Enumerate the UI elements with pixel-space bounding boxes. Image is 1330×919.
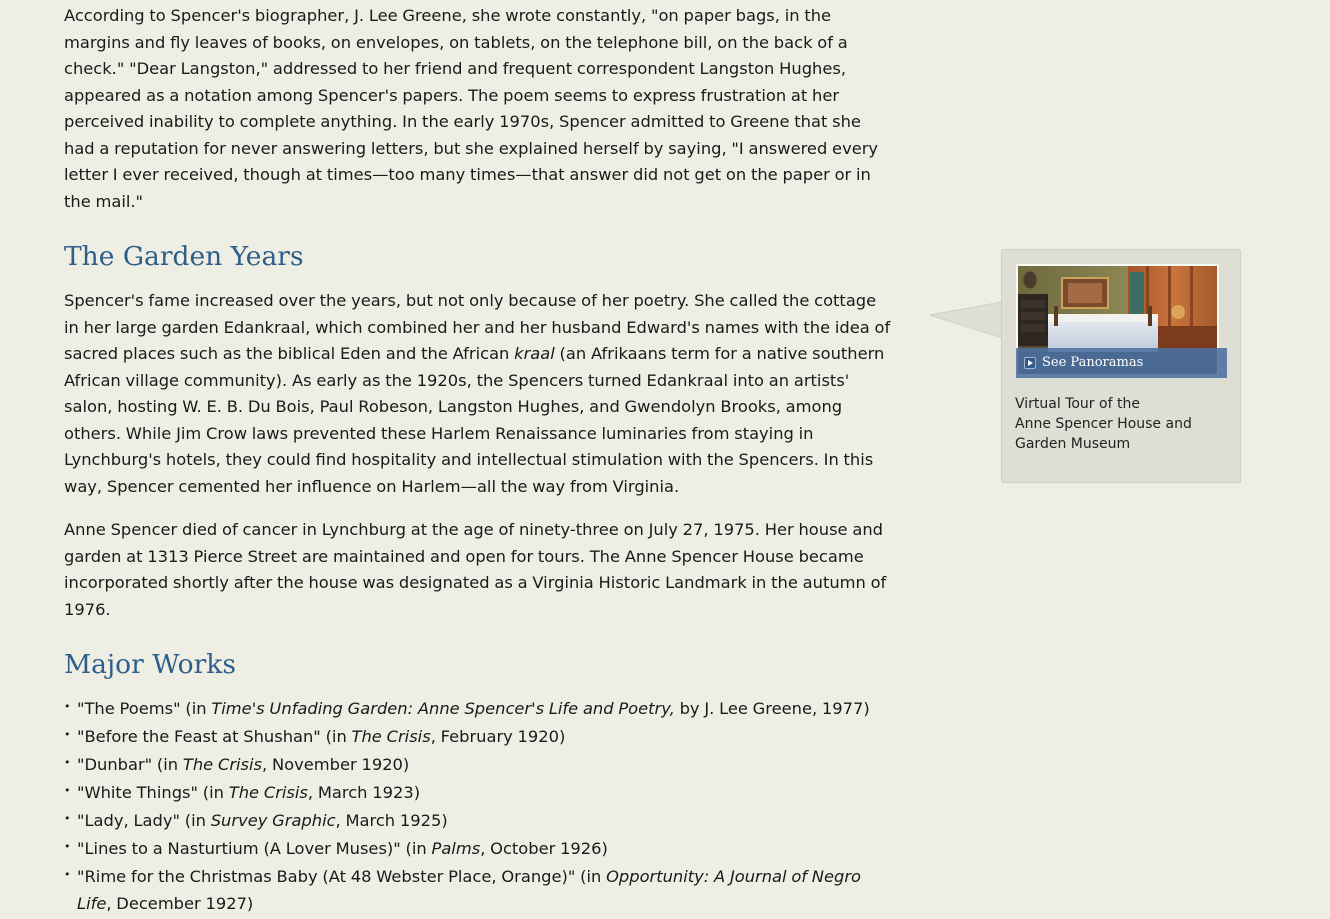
list-item xyxy=(64,836,894,863)
callout-pointer xyxy=(930,300,1002,340)
garden-paragraph-2: Anne Spencer died of cancer in Lynchburg at the age of ninety-three on July 27, 1975. Her house and garden at 1313 Pierce Street are maintained and open for tours. The Anne Spencer House became incorporated shortly after the house was designated as a Virginia Historic Landmark in the autumn of 1976. xyxy=(64,520,887,619)
bullet-icon: • xyxy=(64,728,71,741)
work-publication: Palms xyxy=(431,839,481,858)
work-text-pre: "Dunbar" (in xyxy=(77,755,183,774)
work-publication: Survey Graphic xyxy=(210,811,336,830)
work-text-pre: "White Things" (in xyxy=(77,783,229,802)
intro-paragraph: According to Spencer's biographer, J. Lee Greene, she wrote constantly, "on paper bags, in the margins and fly leaves of books, on envelopes, on tablets, on the telephone bill, on the back of a check." "Dear Langston," addressed to her friend and frequent correspondent Langston Hughes, appeared as a notation among Spencer's papers. The poem seems to express frustration at her perceived inability to complete anything. In the early 1970s, Spencer admitted to Greene that she had a reputation for never answering letters, but she explained herself by saying, "I answered every letter I ever received, though at times—too many times—that answer did not get on the paper or in the mail." xyxy=(64,6,879,211)
garden-paragraph-1-part-1: Spencer's fame increased over the years, but not only because of her poetry. She called the cottage in her large garden Edankraal, which combined her and her husband Edward's names with the idea of sacred places such as the biblical Eden and the African xyxy=(64,291,891,363)
work-text-pre: "Before the Feast at Shushan" (in xyxy=(77,727,352,746)
work-text-pre: "Rime for the Christmas Baby (At 48 Webster Place, Orange)" (in xyxy=(77,867,607,886)
list-item xyxy=(64,724,894,751)
work-text-post: , October 1926) xyxy=(480,839,608,858)
see-panoramas-button[interactable] xyxy=(1016,348,1227,378)
see-panoramas-link[interactable] xyxy=(1016,264,1219,380)
garden-paragraph-1 xyxy=(64,288,894,500)
bullet-icon: • xyxy=(64,784,71,797)
bullet-icon: • xyxy=(64,840,71,853)
work-publication: The Crisis xyxy=(228,783,308,802)
garden-paragraph-1-part-2: (an Afrikaans term for a native southern African village community). As early as the 1920s, the Spencers turned Edankraal into an artists' salon, hosting W. E. B. Du Bois, Paul Robeson, Langston Hughes, and Gwendolyn Brooks, among others. While Jim Crow laws prevented these Harlem Renaissance luminaries from staying in Lynchburg's hotels, they could find hospitality and intellectual stimulation with the Spencers. In this way, Spencer cemented her influence on Harlem—all the way from Virginia. xyxy=(64,344,885,496)
caption-line-1: Virtual Tour of the xyxy=(1015,396,1140,412)
list-item xyxy=(64,808,894,835)
list-item xyxy=(64,780,894,807)
kraal-term: kraal xyxy=(514,344,555,363)
major-works-list xyxy=(64,696,894,917)
work-text-post: , December 1927) xyxy=(106,893,254,913)
work-text-post: , March 1925) xyxy=(335,811,448,830)
bullet-icon: • xyxy=(64,756,71,769)
work-text-post: by J. Lee Greene, 1977) xyxy=(674,699,870,718)
list-item xyxy=(64,752,894,779)
work-text-pre: "Lines to a Nasturtium (A Lover Muses)" (in xyxy=(77,839,432,858)
bullet-icon: • xyxy=(64,812,71,825)
work-publication: The Crisis xyxy=(351,727,431,746)
garden-years-heading: The Garden Years xyxy=(64,241,304,272)
major-works-heading: Major Works xyxy=(64,649,236,680)
bullet-icon: • xyxy=(64,700,71,713)
work-text-pre: "The Poems" (in xyxy=(77,699,212,718)
work-publication: Time's Unfading Garden: Anne Spencer's Life and Poetry, xyxy=(211,699,675,718)
work-publication: The Crisis xyxy=(182,755,263,774)
work-text-post: , March 1923) xyxy=(307,783,421,802)
work-text-post: , November 1920) xyxy=(262,755,410,774)
work-text-pre: "Lady, Lady" (in xyxy=(77,811,211,830)
work-publication: Opportunity: A Journal of Negro Life xyxy=(77,867,861,913)
caption-line-2: Anne Spencer House and Garden Museum xyxy=(1015,416,1192,452)
list-item xyxy=(64,696,894,723)
article-content xyxy=(64,3,894,919)
list-item xyxy=(64,864,894,917)
play-icon xyxy=(1024,357,1036,369)
virtual-tour-callout xyxy=(1001,249,1241,483)
work-text-post: , February 1920) xyxy=(430,727,566,746)
virtual-tour-caption xyxy=(1015,394,1235,454)
bullet-icon: • xyxy=(64,868,71,881)
see-panoramas-label: See Panoramas xyxy=(1042,355,1144,370)
